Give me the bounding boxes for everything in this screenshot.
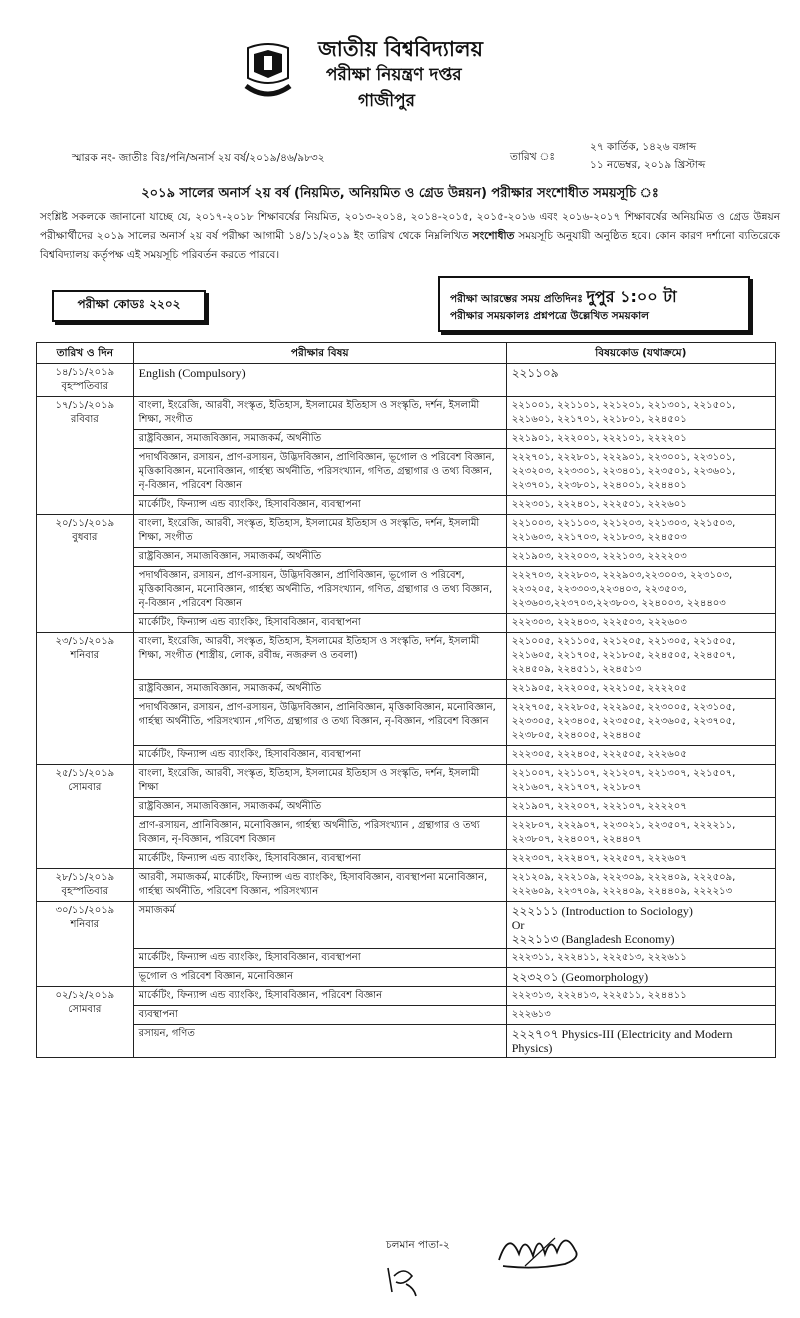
date-cell bbox=[37, 397, 134, 515]
codes-cell: ২২২৩১১, ২২২৪১১, ২২২৫১৩, ২২২৬১১ bbox=[506, 949, 775, 968]
signature bbox=[495, 1220, 585, 1274]
table-row bbox=[37, 869, 776, 902]
subjects-cell: ভূগোল ও পরিবেশ বিজ্ঞান, মনোবিজ্ঞান bbox=[133, 968, 506, 987]
date-cell bbox=[37, 633, 134, 765]
table-row bbox=[37, 949, 776, 968]
codes-cell: ২২২৩০৭, ২২২৪০৭, ২২২৫০৭, ২২২৬০৭ bbox=[506, 850, 775, 869]
table-row bbox=[37, 680, 776, 699]
table-row bbox=[37, 397, 776, 430]
table-row bbox=[37, 902, 776, 949]
intro-bold: সংশোধীত bbox=[472, 230, 515, 242]
codes-cell: ২২২৩১৩, ২২২৪১৩, ২২২৫১১, ২২৪৪১১ bbox=[506, 987, 775, 1006]
exam-date: ০২/১২/২০১৯ bbox=[55, 990, 115, 1001]
subjects-cell: মার্কেটিং, ফিন্যান্স এন্ড ব্যাংকিং, হিসাববিজ্ঞান, ব্যবস্থাপনা bbox=[133, 949, 506, 968]
schedule-table bbox=[36, 342, 776, 1058]
exam-date: ২০/১১/২০১৯ bbox=[55, 518, 115, 529]
subjects-cell: বাংলা, ইংরেজি, আরবী, সংস্কৃত, ইতিহাস, ইসলামের ইতিহাস ও সংস্কৃতি, দর্শন, ইসলামী শিক্ষা bbox=[133, 765, 506, 798]
date-cell bbox=[37, 902, 134, 987]
exam-date: ১৭/১১/২০১৯ bbox=[55, 400, 115, 411]
date-cell bbox=[37, 765, 134, 869]
codes-cell: ২২১০০১, ২২১১০১, ২২১২০১, ২২১৩০১, ২২১৫০১, ২২১৬০১, ২২১৭০১, ২২১৮০১, ২২৪৫০১ bbox=[506, 397, 775, 430]
exam-time-box bbox=[438, 276, 750, 332]
table-row bbox=[37, 614, 776, 633]
table-row bbox=[37, 1025, 776, 1058]
codes-cell: ২২৩২০১ (Geomorphology) bbox=[506, 968, 775, 987]
document-title: ২০১৯ সালের অনার্স ২য় বর্ষ (নিয়মিত, অনিয়মিত ও গ্রেড উন্নয়ন) পরীক্ষার সংশোধীত সময়সূচি ঃ bbox=[141, 186, 659, 201]
continued-page-note: চলমান পাতা-২ bbox=[386, 1239, 450, 1251]
table-row bbox=[37, 364, 776, 397]
subjects-cell: মার্কেটিং, ফিন্যান্স এন্ড ব্যাংকিং, হিসাববিজ্ঞান, পরিবেশ বিজ্ঞান bbox=[133, 987, 506, 1006]
table-row bbox=[37, 850, 776, 869]
exam-date: ২৮/১১/২০১৯ bbox=[55, 872, 115, 883]
table-row bbox=[37, 746, 776, 765]
date-label: তারিখ ঃ bbox=[510, 151, 555, 163]
date-english: ১১ নভেম্বর, ২০১৯ খ্রিস্টাব্দ bbox=[590, 159, 706, 171]
exam-duration: পরীক্ষার সময়কালঃ প্রশ্নপত্রে উল্লেখিত সময়কাল bbox=[450, 310, 649, 322]
exam-date: ৩০/১১/২০১৯ bbox=[55, 905, 115, 916]
codes-cell: ২২১১০৯ bbox=[506, 364, 775, 397]
exam-day: শনিবার bbox=[70, 650, 100, 661]
date-bangla: ২৭ কার্তিক, ১৪২৬ বঙ্গাব্দ bbox=[590, 141, 697, 153]
exam-day: শনিবার bbox=[70, 919, 100, 930]
codes-cell: ২২২৩০৫, ২২২৪০৫, ২২২৫০৫, ২২২৬০৫ bbox=[506, 746, 775, 765]
exam-day: বৃহস্পতিবার bbox=[61, 381, 109, 392]
schedule-header-row bbox=[37, 343, 776, 364]
exam-code-box: পরীক্ষা কোডঃ ২২০২ bbox=[52, 290, 206, 322]
subjects-cell: মার্কেটিং, ফিন্যান্স এন্ড ব্যাংকিং, হিসাববিজ্ঞান, ব্যবস্থাপনা bbox=[133, 746, 506, 765]
office-name: পরীক্ষা নিয়ন্ত্রণ দপ্তর bbox=[326, 65, 462, 85]
university-logo-icon bbox=[240, 38, 296, 106]
codes-cell: ২২১০০৩, ২২১১০৩, ২২১২০৩, ২২১৩০৩, ২২১৫০৩, ২২১৬০৩, ২২১৭০৩, ২২১৮০৩, ২২৪৫০৩ bbox=[506, 515, 775, 548]
table-row bbox=[37, 449, 776, 496]
subjects-cell: বাংলা, ইংরেজি, আরবী, সংস্কৃত, ইতিহাস, ইসলামের ইতিহাস ও সংস্কৃতি, দর্শন, ইসলামী শিক্ষা, সংগীত bbox=[133, 515, 506, 548]
table-row bbox=[37, 515, 776, 548]
subjects-cell: রাষ্ট্রবিজ্ঞান, সমাজবিজ্ঞান, সমাজকর্ম, অর্থনীতি bbox=[133, 798, 506, 817]
subjects-cell: বাংলা, ইংরেজি, আরবী, সংস্কৃত, ইতিহাস, ইসলামের ইতিহাস ও সংস্কৃতি, দর্শন, ইসলামী শিক্ষা, সংগীত bbox=[133, 397, 506, 430]
initials-signature bbox=[384, 1262, 420, 1298]
subjects-cell: সমাজকর্ম bbox=[133, 902, 506, 949]
intro-text-2: সময়সূচি অনুযায়ী অনুষ্ঠিত হবে। কোন কারণ দর্শানো ব্যতিরেকে বিশ্ববিদ্যালয় কর্তৃপক্ষ এই সময়সূচি পরিবর্তন করতে পারবে। bbox=[40, 230, 780, 261]
subjects-cell: পদার্থবিজ্ঞান, রসায়ন, প্রাণ-রসায়ন, উদ্ভিদবিজ্ঞান, প্রাণিবিজ্ঞান, ভূগোল ও পরিবেশ বিজ্ঞান, মৃত্তিকাবিজ্ঞান, মনোবিজ্ঞান, গার্হস্থ্য অর্থনীতি, পরিসংখ্যান, গণিত, গ্রন্থাগার ও তথ্য বিজ্ঞান, নৃ-বিজ্ঞান, পরিবেশ বিজ্ঞান bbox=[133, 449, 506, 496]
subjects-cell: বাংলা, ইংরেজি, আরবী, সংস্কৃত, ইতিহাস, ইসলামের ইতিহাস ও সংস্কৃতি, দর্শন, ইসলামী শিক্ষা, সংগীত (শাস্ত্রীয়, লোক, রবীন্দ্র, নজরুল ও তবলা) bbox=[133, 633, 506, 680]
subjects-cell: মার্কেটিং, ফিন্যান্স এন্ড ব্যাংকিং, হিসাববিজ্ঞান, ব্যবস্থাপনা bbox=[133, 850, 506, 869]
subjects-cell: পদার্থবিজ্ঞান, রসায়ন, প্রাণ-রসায়ন, উদ্ভিদবিজ্ঞান, প্রানিবিজ্ঞান, মৃত্তিকাবিজ্ঞান, মনোবিজ্ঞান, গার্হস্থ্য অর্থনীতি, পরিসংখ্যান ,গণিত, গ্রন্থাগার ও তথ্য বিজ্ঞান, নৃ-বিজ্ঞান, পরিবেশ বিজ্ঞান bbox=[133, 699, 506, 746]
codes-cell: ২২২৮০৭, ২২২৯০৭, ২২৩০২১, ২২৩৫০৭, ২২২২১১, ২২৩৮০৭, ২২৪০০৭, ২২৪৪০৭ bbox=[506, 817, 775, 850]
header-subjects: পরীক্ষার বিষয় bbox=[133, 343, 506, 364]
codes-cell: ২২২৭০৭ Physics-III (Electricity and Modern Physics) bbox=[506, 1025, 775, 1058]
table-row bbox=[37, 765, 776, 798]
subjects-cell: ব্যবস্থাপনা bbox=[133, 1006, 506, 1025]
codes-cell: ২২২৩০১, ২২২৪০১, ২২২৫০১, ২২২৬০১ bbox=[506, 496, 775, 515]
intro-text-1: সংশ্লিষ্ট সকলকে জানানো যাচ্ছে যে, ২০১৭-২০১৮ শিক্ষাবর্ষের নিয়মিত, ২০১৩-২০১৪, ২০১৪-২০১৫, ২০১৫-২০১৬ এবং ২০১৬-২০১৭ শিক্ষাবর্ষের অনিয়মিত ও গ্রেড উন্নয়ন পরীক্ষার্থীদের ২০১৯ সালের অনার্স ২য় বর্ষ পরীক্ষা আগামী ১৪/১১/২০১৯ ইং তারিখ থেকে নিম্নলিখিত bbox=[40, 211, 780, 242]
header-codes: বিষয়কোড (যথাক্রমে) bbox=[506, 343, 775, 364]
exam-day: বৃহস্পতিবার bbox=[61, 886, 109, 897]
table-row bbox=[37, 1006, 776, 1025]
exam-day: সোমবার bbox=[68, 782, 102, 793]
codes-cell: ২২১৯০৩, ২২২০০৩, ২২২১০৩, ২২২২০৩ bbox=[506, 548, 775, 567]
table-row bbox=[37, 633, 776, 680]
subjects-cell: পদার্থবিজ্ঞান, রসায়ন, প্রাণ-রসায়ন, উদ্ভিদবিজ্ঞান, প্রাণিবিজ্ঞান, ভূগোল ও পরিবেশ, মৃত্তিকাবিজ্ঞান, মনোবিজ্ঞান, গার্হস্থ্য অর্থনীতি, পরিসংখ্যান, গণিত, গ্রন্থাগার ও তথ্য বিজ্ঞান, নৃ-বিজ্ঞান ,পরিবেশ বিজ্ঞান bbox=[133, 567, 506, 614]
table-row bbox=[37, 798, 776, 817]
subjects-cell: আরবী, সমাজকর্ম, মার্কেটিং, ফিন্যান্স এন্ড ব্যাংকিং, হিসাববিজ্ঞান, ব্যবস্থাপনা মনোবিজ্ঞান, গার্হস্থ্য অর্থনীতি, পরিবেশ বিজ্ঞান, পরিসংখ্যান bbox=[133, 869, 506, 902]
date-cell bbox=[37, 364, 134, 397]
subjects-cell: মার্কেটিং, ফিন্যান্স এন্ড ব্যাংকিং, হিসাববিজ্ঞান, ব্যবস্থাপনা bbox=[133, 496, 506, 515]
table-row bbox=[37, 567, 776, 614]
exam-date: ২৩/১১/২০১৯ bbox=[55, 636, 115, 647]
university-name: জাতীয় বিশ্ববিদ্যালয় bbox=[318, 37, 483, 61]
subjects-cell: প্রাণ-রসায়ন, প্রানিবিজ্ঞান, মনোবিজ্ঞান, গার্হস্থ্য অর্থনীতি, পরিসংখ্যান , গ্রন্থাগার ও তথ্য বিজ্ঞান, নৃ-বিজ্ঞান, পরিবেশ বিজ্ঞান bbox=[133, 817, 506, 850]
exam-date: ১৪/১১/২০১৯ bbox=[55, 367, 115, 378]
subjects-cell: রাষ্ট্রবিজ্ঞান, সমাজবিজ্ঞান, সমাজকর্ম, অর্থনীতি bbox=[133, 548, 506, 567]
subjects-cell: রাষ্ট্রবিজ্ঞান, সমাজবিজ্ঞান, সমাজকর্ম, অর্থনীতি bbox=[133, 430, 506, 449]
table-row bbox=[37, 987, 776, 1006]
subjects-cell: English (Compulsory) bbox=[133, 364, 506, 397]
table-row bbox=[37, 548, 776, 567]
codes-cell: ২২১০০৫, ২২১১০৫, ২২১২০৫, ২২১৩০৫, ২২১৫০৫, ২২১৬০৫, ২২১৭০৫, ২২১৮০৫, ২২৪৫০৫, ২২৪৫০৭, ২২৪৫০৯, ২২৪৫১১, ২২৪৫১৩ bbox=[506, 633, 775, 680]
table-row bbox=[37, 968, 776, 987]
subjects-cell: রাষ্ট্রবিজ্ঞান, সমাজবিজ্ঞান, সমাজকর্ম, অর্থনীতি bbox=[133, 680, 506, 699]
codes-cell: ২২১০০৭, ২২১১০৭, ২২১২০৭, ২২১৩০৭, ২২১৫০৭, ২২১৬০৭, ২২১৭০৭, ২২১৮০৭ bbox=[506, 765, 775, 798]
exam-date: ২৫/১১/২০১৯ bbox=[55, 768, 115, 779]
codes-cell: ২২২৩০৩, ২২২৪০৩, ২২২৫০৩, ২২২৬০৩ bbox=[506, 614, 775, 633]
header-date: তারিখ ও দিন bbox=[37, 343, 134, 364]
intro-paragraph bbox=[40, 208, 780, 265]
letterhead bbox=[318, 36, 558, 114]
table-row bbox=[37, 430, 776, 449]
codes-cell: ২২২৭০৩, ২২২৮০৩, ২২২৯০৩,২২৩০০৩, ২২৩১০৩, ২২৩২০৫, ২২৩৩০৩,২২৩৪০৩, ২২৩৫০৩, ২২৩৬০৩,২২৩৭০৩,২২৩৮০৩, ২২৪০০৩, ২২৪৪০৩ bbox=[506, 567, 775, 614]
codes-cell: ২২২৬১৩ bbox=[506, 1006, 775, 1025]
date-cell bbox=[37, 515, 134, 633]
subjects-cell: রসায়ন, গণিত bbox=[133, 1025, 506, 1058]
exam-day: বুধবার bbox=[72, 532, 98, 543]
office-place: গাজীপুর bbox=[358, 91, 416, 111]
start-time: দুপুর ১:০০ টা bbox=[586, 287, 677, 306]
codes-cell: ২২১৯০৭, ২২২০০৭, ২২২১০৭, ২২২২০৭ bbox=[506, 798, 775, 817]
schedule-body bbox=[37, 364, 776, 1058]
exam-day: রবিবার bbox=[70, 414, 99, 425]
codes-cell: ২২২৭০৫, ২২২৮০৫, ২২২৯০৫, ২২৩০০৫, ২২৩১০৫, ২২৩৩০৫, ২২৩৪০৫, ২২৩৫০৫, ২২৩৬০৫, ২২৩৭০৫, ২২৩৮০৫, ২২৪০০৫, ২২৪৪০৫ bbox=[506, 699, 775, 746]
codes-cell: ২২১২০৯, ২২২১০৯, ২২২৩০৯, ২২২৪০৯, ২২২৫০৯, ২২২৬০৯, ২২৩৭০৯, ২২২৪০৯, ২২৪৪০৯, ২২২২১৩ bbox=[506, 869, 775, 902]
start-time-label: পরীক্ষা আরম্ভের সময় প্রতিদিনঃ bbox=[450, 293, 583, 305]
date-cell bbox=[37, 869, 134, 902]
codes-cell: ২২২১১১ (Introduction to Sociology) Or ২২২১১৩ (Bangladesh Economy) bbox=[506, 902, 775, 949]
codes-cell: ২২১৯০১, ২২২০০১, ২২২১০১, ২২২২০১ bbox=[506, 430, 775, 449]
memo-number: স্মারক নং- জাতীঃ বিঃ/পনি/অনার্স ২য় বর্ষ/২০১৯/৪৬/৯৮৩২ bbox=[72, 152, 325, 164]
subjects-cell: মার্কেটিং, ফিন্যান্স এন্ড ব্যাংকিং, হিসাববিজ্ঞান, ব্যবস্থাপনা bbox=[133, 614, 506, 633]
table-row bbox=[37, 496, 776, 515]
date-cell bbox=[37, 987, 134, 1058]
exam-day: সোমবার bbox=[68, 1004, 102, 1015]
codes-cell: ২২২৭০১, ২২২৮০১, ২২২৯০১, ২২৩০০১, ২২৩১০১, ২২৩২০৩, ২২৩৩০১, ২২৩৪০১, ২২৩৫০১, ২২৩৬০১, ২২৩৭০১, ২২৩৮০১, ২২৪০০১, ২২৪৪০১ bbox=[506, 449, 775, 496]
table-row bbox=[37, 699, 776, 746]
codes-cell: ২২১৯০৫, ২২২০০৫, ২২২১০৫, ২২২২০৫ bbox=[506, 680, 775, 699]
table-row bbox=[37, 817, 776, 850]
